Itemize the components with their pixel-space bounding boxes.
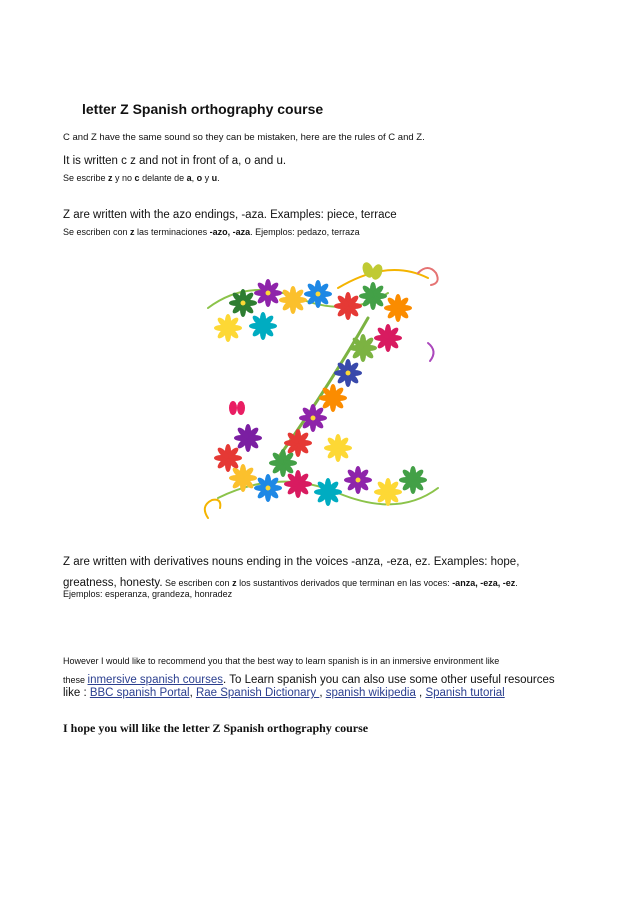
closing-text: I hope you will like the letter Z Spanish orthography course	[63, 721, 369, 735]
rule3-es-part: Se escriben con	[162, 578, 233, 588]
rule1-es-c: c	[134, 173, 140, 183]
rule3-line1: Z are written with derivatives nouns ending in the voices -anza, -eza, ez. Examples: hope,	[63, 556, 520, 568]
rule3-examples: Ejemplos: esperanza, grandeza, honradez	[63, 589, 233, 599]
spanish-wikipedia-link[interactable]: spanish wikipedia	[325, 687, 416, 699]
rule2-es-part: Se escriben con	[63, 227, 131, 237]
spanish-tutorial-link[interactable]: Spanish tutorial	[425, 687, 505, 699]
recommend-text: these	[63, 675, 88, 685]
rule3-es-endings: -anza, -eza, -ez	[452, 578, 516, 588]
rule2-spanish	[63, 227, 360, 237]
rule1-es-part: Se escribe	[63, 173, 109, 183]
intro-text: C and Z have the same sound so they can be mistaken, here are the rules of C and Z.	[63, 132, 425, 143]
recommend-line1: However I would like to recommend you that the best way to learn spanish is in an inmersive environment like	[63, 656, 500, 666]
recommend-text: like :	[63, 687, 90, 699]
rule1-es-part: .	[217, 173, 220, 183]
rule1-es-part: y	[202, 173, 212, 183]
rule2-es-z: z	[130, 227, 135, 237]
rule1-es-a: a	[186, 173, 192, 183]
bbc-spanish-portal-link[interactable]: BBC spanish Portal	[89, 687, 190, 699]
rule2-es-endings: -azo, -aza	[209, 227, 251, 237]
rule1-spanish	[63, 173, 220, 183]
rule1-es-part: y no	[112, 173, 135, 183]
rule1-es-o: o	[196, 173, 203, 183]
rule3-es-part: .	[515, 578, 518, 588]
rule2-es-part: las terminaciones	[134, 227, 210, 237]
inmersive-courses-link[interactable]: inmersive spanish courses	[87, 674, 224, 686]
rule3-es-part: los sustantivos derivados que terminan en las voces:	[236, 578, 453, 588]
separator: ,	[319, 687, 326, 699]
page-title: letter Z Spanish orthography course	[82, 101, 324, 117]
separator: ,	[415, 687, 426, 699]
rule1-es-part: delante de	[139, 173, 187, 183]
rule1-es-part: ,	[191, 173, 197, 183]
floral-letter-z-illustration	[188, 248, 460, 537]
rule1-english: It is written c z and not in front of a, o and u.	[63, 155, 287, 167]
rule2-english: Z are written with the azo endings, -aza. Examples: piece, terrace	[63, 209, 397, 221]
rule1-es-z: z	[108, 173, 113, 183]
rule1-es-u: u	[211, 173, 218, 183]
rule3-english: greatness, honesty.	[63, 577, 163, 589]
rae-dictionary-link[interactable]: Rae Spanish Dictionary	[195, 687, 320, 699]
recommend-text: . To Learn spanish you can also use some other useful resources	[223, 674, 555, 686]
rule3-es-z: z	[232, 578, 237, 588]
rule2-es-part: . Ejemplos: pedazo, terraza	[250, 227, 360, 237]
recommend-line2	[63, 670, 555, 688]
separator: ,	[189, 687, 196, 699]
recommend-line3	[63, 687, 505, 699]
